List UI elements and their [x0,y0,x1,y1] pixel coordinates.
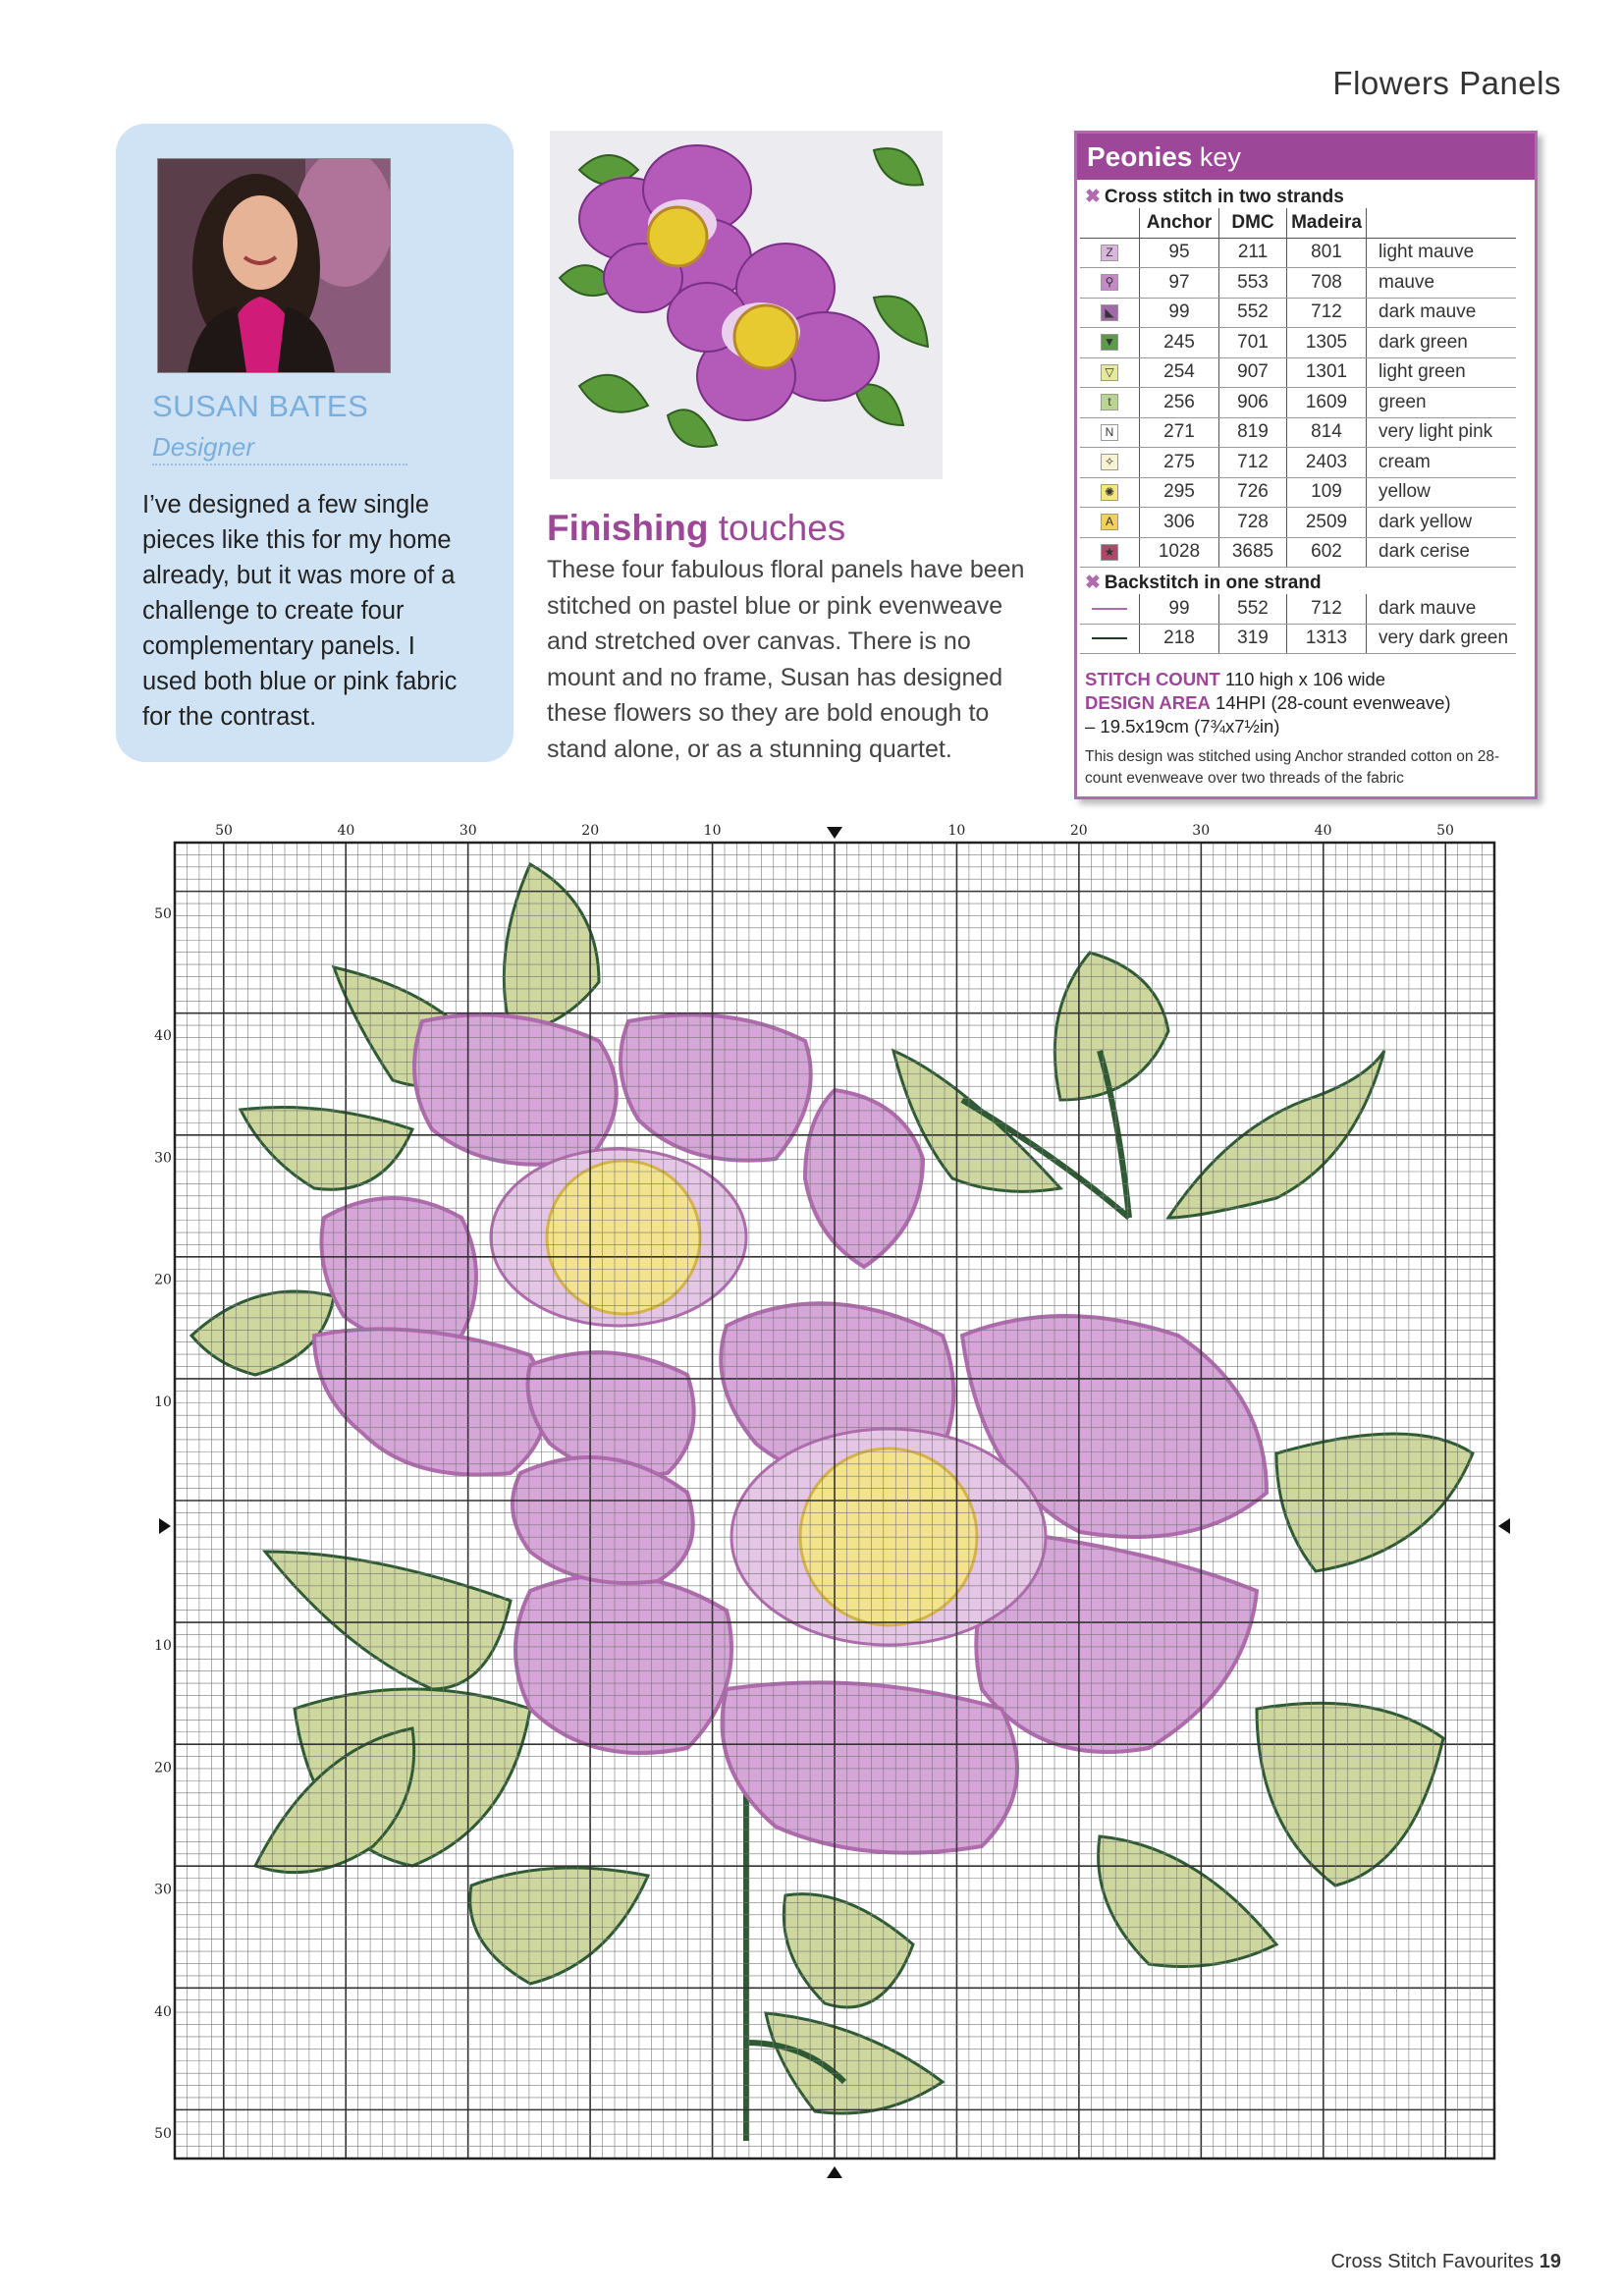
top-axis-label: 30 [1192,823,1211,839]
side-axis-label: 40 [154,2003,172,2020]
dmc-cell: 726 [1219,477,1287,508]
backstitch-row [1080,594,1516,624]
madeira-cell: 712 [1287,594,1367,624]
madeira-cell: 712 [1287,298,1367,328]
dmc-cell: 552 [1219,594,1287,624]
side-axis-label: 30 [154,1150,172,1167]
key-title-rest: key [1192,142,1241,172]
thread-symbol-icon: ★ [1101,544,1118,561]
stitch-count [1085,668,1535,691]
key-row [1080,298,1516,328]
finishing-title [547,508,845,549]
side-axis-label: 20 [154,1272,172,1288]
madeira-cell: 2403 [1287,448,1367,478]
cross-stitch-heading-text: Cross stitch in two strands [1104,187,1344,207]
colour-name-cell: yellow [1367,477,1517,508]
thread-symbol-icon: N [1101,424,1118,441]
divider [152,464,407,465]
key-rows [1080,238,1516,568]
thread-symbol-icon: Z [1101,245,1118,261]
top-axis-label: 50 [215,823,233,839]
thread-symbol-icon: ⚲ [1101,274,1118,291]
anchor-cell: 245 [1140,328,1219,358]
top-axis-label: 20 [581,823,600,839]
designer-quote: I’ve designed a few single pieces like this for my home already, but it was more of a challenge to create four complementary panels. I used both blue or pink fabric for the contrast. [142,491,458,731]
thread-key-table [1080,208,1516,568]
anchor-cell: 218 [1140,624,1219,654]
symbol-cell [1080,508,1140,538]
designer-role: Designer [152,432,255,462]
key-row [1080,388,1516,418]
madeira-cell: 1305 [1287,328,1367,358]
centre-arrow-top [827,827,842,839]
madeira-cell: 1301 [1287,357,1367,388]
stitched-flower-photo [550,131,943,479]
symbol-cell [1080,624,1140,654]
finishing-body: These four fabulous floral panels have been stitched on pastel blue or pink evenweave and stretched over canvas. There is no mount and no frame, Susan has designed these flowers so they are bold enough to stand alone, or as a stunning quartet. [547,556,1025,763]
key-row [1080,537,1516,568]
side-axis-label: 10 [154,1638,172,1655]
designer-name: SUSAN BATES [152,389,369,423]
madeira-cell: 1313 [1287,624,1367,654]
key-row [1080,477,1516,508]
finishing-title-rest: touches [708,508,846,548]
colour-name-cell: green [1367,388,1517,418]
designer-portrait [157,158,391,373]
dmc-cell: 211 [1219,238,1287,268]
backstitch-heading [1085,572,1535,594]
anchor-cell: 256 [1140,388,1219,418]
side-axis-label: 30 [154,1882,172,1898]
colour-name-cell: cream [1367,448,1517,478]
section-title: Flowers Panels [1332,65,1561,101]
column-header: Madeira [1287,208,1367,238]
top-axis-label: 20 [1069,823,1088,839]
symbol-header [1080,208,1140,238]
madeira-cell: 2509 [1287,508,1367,538]
magazine-name: Cross Stitch Favourites [1330,2251,1535,2272]
thread-symbol-icon: ▽ [1101,364,1118,381]
key-row [1080,448,1516,478]
symbol-cell [1080,537,1140,568]
centre-arrow-left [159,1518,171,1534]
anchor-cell: 99 [1140,594,1219,624]
top-axis-label: 40 [337,823,355,839]
madeira-cell: 1609 [1287,388,1367,418]
dmc-cell: 3685 [1219,537,1287,568]
madeira-cell: 801 [1287,238,1367,268]
dmc-cell: 319 [1219,624,1287,654]
page-number: 19 [1539,2251,1561,2272]
symbol-cell [1080,594,1140,624]
colour-name-cell: dark mauve [1367,298,1517,328]
design-area-label: DESIGN AREA [1085,692,1211,713]
symbol-cell [1080,268,1140,299]
designer-card [116,124,514,762]
top-axis-label: 10 [947,823,966,839]
stitch-count-value: 110 high x 106 wide [1219,669,1386,689]
thread-symbol-icon: t [1101,394,1118,410]
flower-photo-image [550,131,943,479]
anchor-cell: 97 [1140,268,1219,299]
thread-symbol-icon: ▼ [1101,334,1118,351]
key-title-bold: Peonies [1087,141,1193,172]
key-row [1080,508,1516,538]
table-header-row [1080,208,1516,238]
page-footer [1330,2251,1561,2273]
side-axis-label: 50 [154,2126,172,2142]
column-header: Anchor [1140,208,1219,238]
madeira-cell: 814 [1287,417,1367,448]
thread-symbol-icon: ✺ [1101,484,1118,501]
top-axis-label: 30 [459,823,477,839]
key-row [1080,268,1516,299]
portrait-image [158,159,390,372]
thread-symbol-icon: ✧ [1101,454,1118,470]
symbol-cell [1080,357,1140,388]
backstitch-heading-text: Backstitch in one strand [1104,573,1322,593]
dmc-cell: 701 [1219,328,1287,358]
symbol-cell [1080,328,1140,358]
backstitch-table [1080,594,1516,654]
key-panel [1074,131,1538,799]
column-header: DMC [1219,208,1287,238]
side-axis-label: 10 [154,1394,172,1410]
anchor-cell: 95 [1140,238,1219,268]
side-axis-label: 40 [154,1028,172,1045]
madeira-cell: 109 [1287,477,1367,508]
stitch-note: This design was stitched using Anchor stranded cotton on 28-count evenweave over two threads of the fabric [1085,748,1500,787]
colour-name-cell: light mauve [1367,238,1517,268]
dmc-cell: 819 [1219,417,1287,448]
colour-name-cell: dark yellow [1367,508,1517,538]
anchor-cell: 306 [1140,508,1219,538]
key-row [1080,328,1516,358]
side-axis-label: 20 [154,1760,172,1777]
symbol-cell [1080,298,1140,328]
top-axis-label: 10 [703,823,722,839]
cross-stitch-chart [0,805,1622,2219]
colour-name-cell: dark cerise [1367,537,1517,568]
colour-name-cell: dark green [1367,328,1517,358]
anchor-cell: 254 [1140,357,1219,388]
anchor-cell: 1028 [1140,537,1219,568]
cross-icon: ✖ [1085,187,1101,207]
centre-arrow-bottom [827,2166,842,2178]
name-header [1367,208,1517,238]
dmc-cell: 906 [1219,388,1287,418]
symbol-cell [1080,238,1140,268]
colour-name-cell: very light pink [1367,417,1517,448]
key-row [1080,238,1516,268]
anchor-cell: 275 [1140,448,1219,478]
madeira-cell: 602 [1287,537,1367,568]
key-header [1077,134,1535,180]
dmc-cell: 552 [1219,298,1287,328]
anchor-cell: 295 [1140,477,1219,508]
dmc-cell: 712 [1219,448,1287,478]
colour-name-cell: light green [1367,357,1517,388]
symbol-cell [1080,477,1140,508]
colour-name-cell: mauve [1367,268,1517,299]
centre-arrow-right [1498,1518,1510,1534]
stitch-count-label: STITCH COUNT [1085,669,1220,689]
finishing-title-bold: Finishing [547,508,709,548]
key-row [1080,417,1516,448]
side-axis-label: 50 [154,906,172,922]
madeira-cell: 708 [1287,268,1367,299]
backstitch-line-icon [1092,637,1127,639]
backstitch-line-icon [1092,608,1127,610]
symbol-cell [1080,388,1140,418]
backstitch-rows [1080,594,1516,654]
cross-icon: ✖ [1085,573,1101,593]
anchor-cell: 271 [1140,417,1219,448]
dmc-cell: 907 [1219,357,1287,388]
stitch-info [1085,668,1535,738]
anchor-cell: 99 [1140,298,1219,328]
thread-symbol-icon: ◣ [1101,304,1118,321]
design-area-value: 14HPI (28-count evenweave) [1210,692,1451,713]
dmc-cell: 728 [1219,508,1287,538]
dmc-cell: 553 [1219,268,1287,299]
symbol-cell [1080,417,1140,448]
key-row [1080,357,1516,388]
top-axis-label: 40 [1314,823,1332,839]
design-area [1085,691,1535,715]
backstitch-row [1080,624,1516,654]
symbol-cell [1080,448,1140,478]
cross-stitch-heading [1085,186,1535,208]
colour-name-cell: very dark green [1367,624,1517,654]
design-area-size: – 19.5x19cm (7¾x7½in) [1085,716,1280,737]
chart-grid [0,805,1622,2219]
top-axis-label: 50 [1436,823,1454,839]
thread-symbol-icon: A [1101,514,1118,530]
colour-name-cell: dark mauve [1367,594,1517,624]
